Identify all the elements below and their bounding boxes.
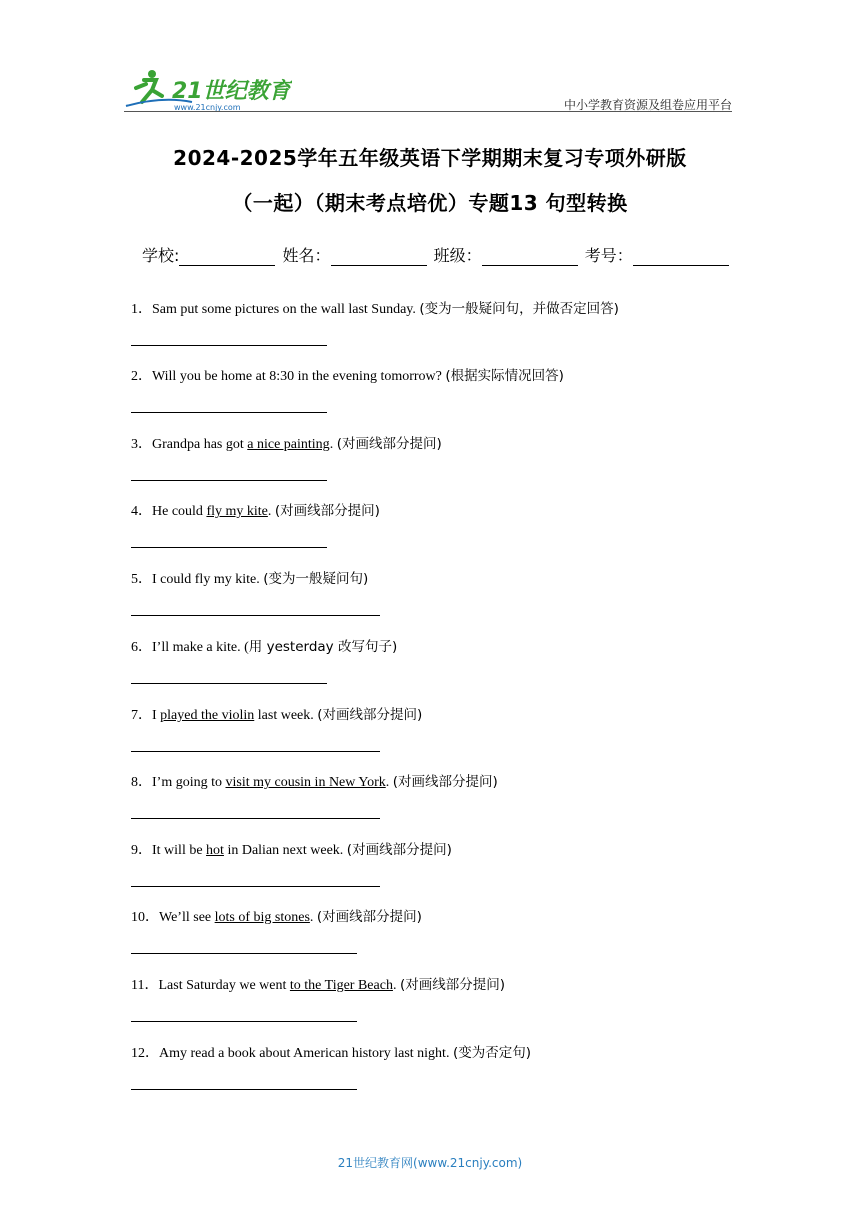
question-text-end: . [329,437,337,452]
question-number: 3． [131,437,152,452]
platform-name: 中小学教育资源及组卷应用平台 [563,98,732,112]
logo-text: 21世纪教育 [172,79,291,104]
question-instruction: (对画线部分提问) [399,977,505,993]
answer-line-12[interactable] [131,1089,357,1090]
question-number: 8． [131,775,152,790]
logo-url: www.21cnjy.com [174,103,241,112]
question-text-end: . [309,910,317,925]
question-text-end: in Dalian next week. [223,843,347,858]
question-number: 2． [131,369,152,384]
question-6 [131,635,397,656]
question-number: 10． [131,910,159,925]
question-underlined: to the Tiger Beach [289,978,393,993]
page-title-line2: （一起）（期末考点培优）专题13 句型转换 [232,191,628,215]
question-2 [131,364,564,385]
answer-line-10[interactable] [131,953,357,954]
class-label: 班级： [433,246,482,265]
question-7 [131,703,422,724]
question-instruction: (对画线部分提问) [274,503,380,519]
page-title-line1: 2024-2025学年五年级英语下学期期末复习专项外研版 [173,146,687,170]
question-text: I could fly my kite. [152,572,264,587]
question-underlined: a nice painting [247,437,330,452]
question-instruction: (对画线部分提问) [336,436,442,452]
question-instruction: (根据实际情况回答) [445,368,564,384]
question-underlined: visit my cousin in New York [225,775,386,790]
school-label: 学校: [142,246,180,265]
question-number: 4． [131,504,152,519]
answer-line-7[interactable] [131,751,380,752]
question-number: 7． [131,708,152,723]
answer-line-2[interactable] [131,412,327,413]
question-instruction: 用 yesterday 改写句子) [248,639,398,655]
question-11 [131,973,505,994]
question-text-end: . [392,978,400,993]
question-text: Will you be home at 8:30 in the evening tomorrow? [152,369,446,384]
question-instruction: (对画线部分提问) [317,707,423,723]
question-underlined: fly my kite [206,504,268,519]
question-text: I’m going to [152,775,226,790]
question-underlined: played the violin [160,708,255,723]
question-number: 5． [131,572,152,587]
name-field[interactable] [331,249,427,266]
answer-line-9[interactable] [131,886,380,887]
question-underlined: hot [206,843,224,858]
question-text: We’ll see [159,910,215,925]
question-text: I [152,708,161,723]
question-text-end: . [267,504,275,519]
question-text: It will be [152,843,207,858]
question-text: Amy read a book about American history last night. [159,1046,453,1061]
question-5 [131,567,368,588]
answer-line-6[interactable] [131,683,327,684]
question-text: I’ll make a kite. ( [152,640,249,655]
question-12 [131,1041,531,1062]
header-divider [124,111,732,112]
question-text: Grandpa has got [152,437,248,452]
logo [122,66,292,112]
class-field[interactable] [482,249,578,266]
student-info-row [142,243,731,266]
question-4 [131,499,380,520]
name-label: 姓名： [282,246,331,265]
question-instruction: (变为一般疑问句) [263,571,369,587]
question-8 [131,770,498,791]
answer-line-4[interactable] [131,547,327,548]
question-1 [131,297,619,318]
question-9 [131,838,452,859]
question-text: Sam put some pictures on the wall last Sunday. [152,302,420,317]
question-3 [131,432,442,453]
question-instruction: (变为一般疑问句，并做否定回答) [419,301,619,317]
answer-line-1[interactable] [131,345,327,346]
question-number: 1． [131,302,152,317]
answer-line-5[interactable] [131,615,380,616]
school-field[interactable] [179,249,275,266]
question-instruction: (对画线部分提问) [316,909,422,925]
page-footer: 21世纪教育网(www.21cnjy.com) [337,1156,523,1170]
question-number: 9． [131,843,152,858]
page-header [122,66,732,112]
number-label: 考号： [584,246,633,265]
question-instruction: (对画线部分提问) [346,842,452,858]
answer-line-11[interactable] [131,1021,357,1022]
question-instruction: (对画线部分提问) [392,774,498,790]
answer-line-8[interactable] [131,818,380,819]
number-field[interactable] [633,249,729,266]
question-number: 12． [131,1046,159,1061]
answer-line-3[interactable] [131,480,327,481]
question-text: Last Saturday we went [158,978,290,993]
question-number: 11． [131,978,159,993]
question-10 [131,905,422,926]
question-text: He could [152,504,207,519]
question-instruction: (变为否定句) [452,1045,531,1061]
question-number: 6． [131,640,152,655]
question-text-end: last week. [254,708,318,723]
question-underlined: lots of big stones [214,910,310,925]
question-text-end: . [385,775,393,790]
